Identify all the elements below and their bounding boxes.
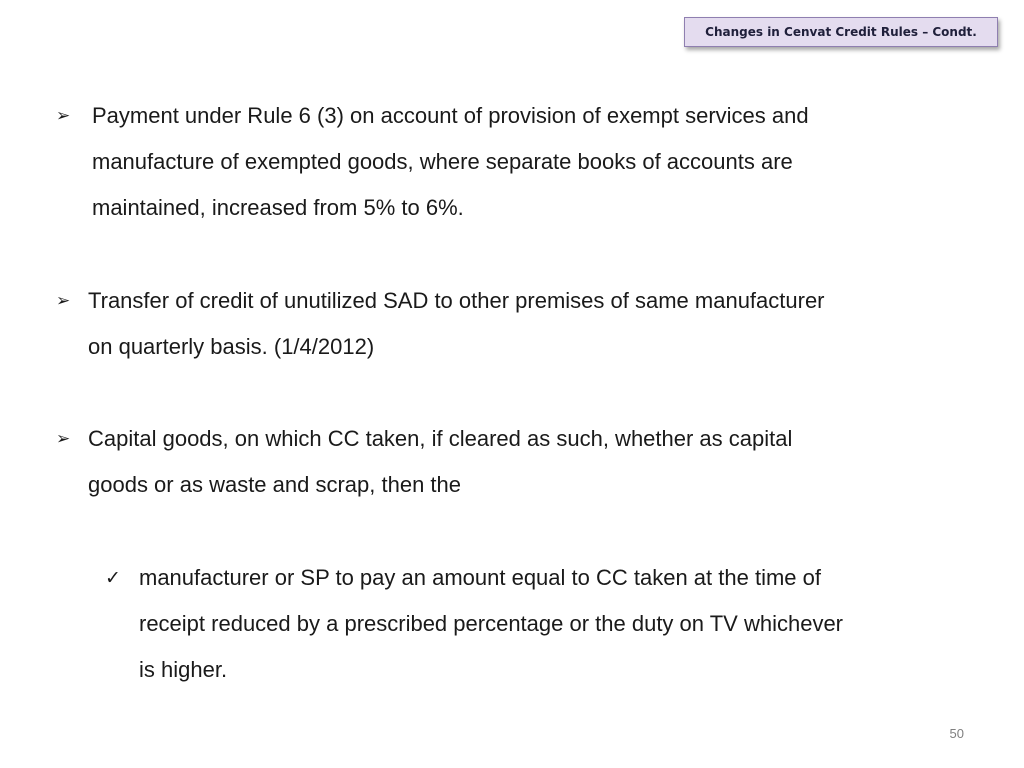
bullet-line: goods or as waste and scrap, then the <box>88 472 462 497</box>
sub-bullet-line: receipt reduced by a prescribed percentage or the duty on TV whichever <box>139 611 843 636</box>
bullet-line: maintained, increased from 5% to 6%. <box>92 195 464 220</box>
bullet-item <box>92 93 972 231</box>
checkmark-bullet-icon: ✓ <box>105 567 121 589</box>
slide-title-box <box>684 17 998 47</box>
bullet-item <box>88 416 968 508</box>
arrow-bullet-icon: ➢ <box>56 291 71 311</box>
arrow-bullet-icon: ➢ <box>56 429 71 449</box>
slide-title: Changes in Cenvat Credit Rules – Condt. <box>705 25 977 39</box>
bullet-line: on quarterly basis. (1/4/2012) <box>88 334 375 359</box>
bullet-line: Capital goods, on which CC taken, if cleared as such, whether as capital <box>88 426 793 451</box>
sub-bullet-line: is higher. <box>139 657 228 682</box>
bullet-line: manufacture of exempted goods, where separate books of accounts are <box>92 149 793 174</box>
page-number: 50 <box>949 726 964 741</box>
sub-bullet-item <box>139 555 979 693</box>
bullet-item <box>88 278 968 370</box>
bullet-line: Transfer of credit of unutilized SAD to other premises of same manufacturer <box>88 288 825 313</box>
bullet-line: Payment under Rule 6 (3) on account of provision of exempt services and <box>92 103 809 128</box>
arrow-bullet-icon: ➢ <box>56 106 71 126</box>
sub-bullet-line: manufacturer or SP to pay an amount equal to CC taken at the time of <box>139 565 821 590</box>
